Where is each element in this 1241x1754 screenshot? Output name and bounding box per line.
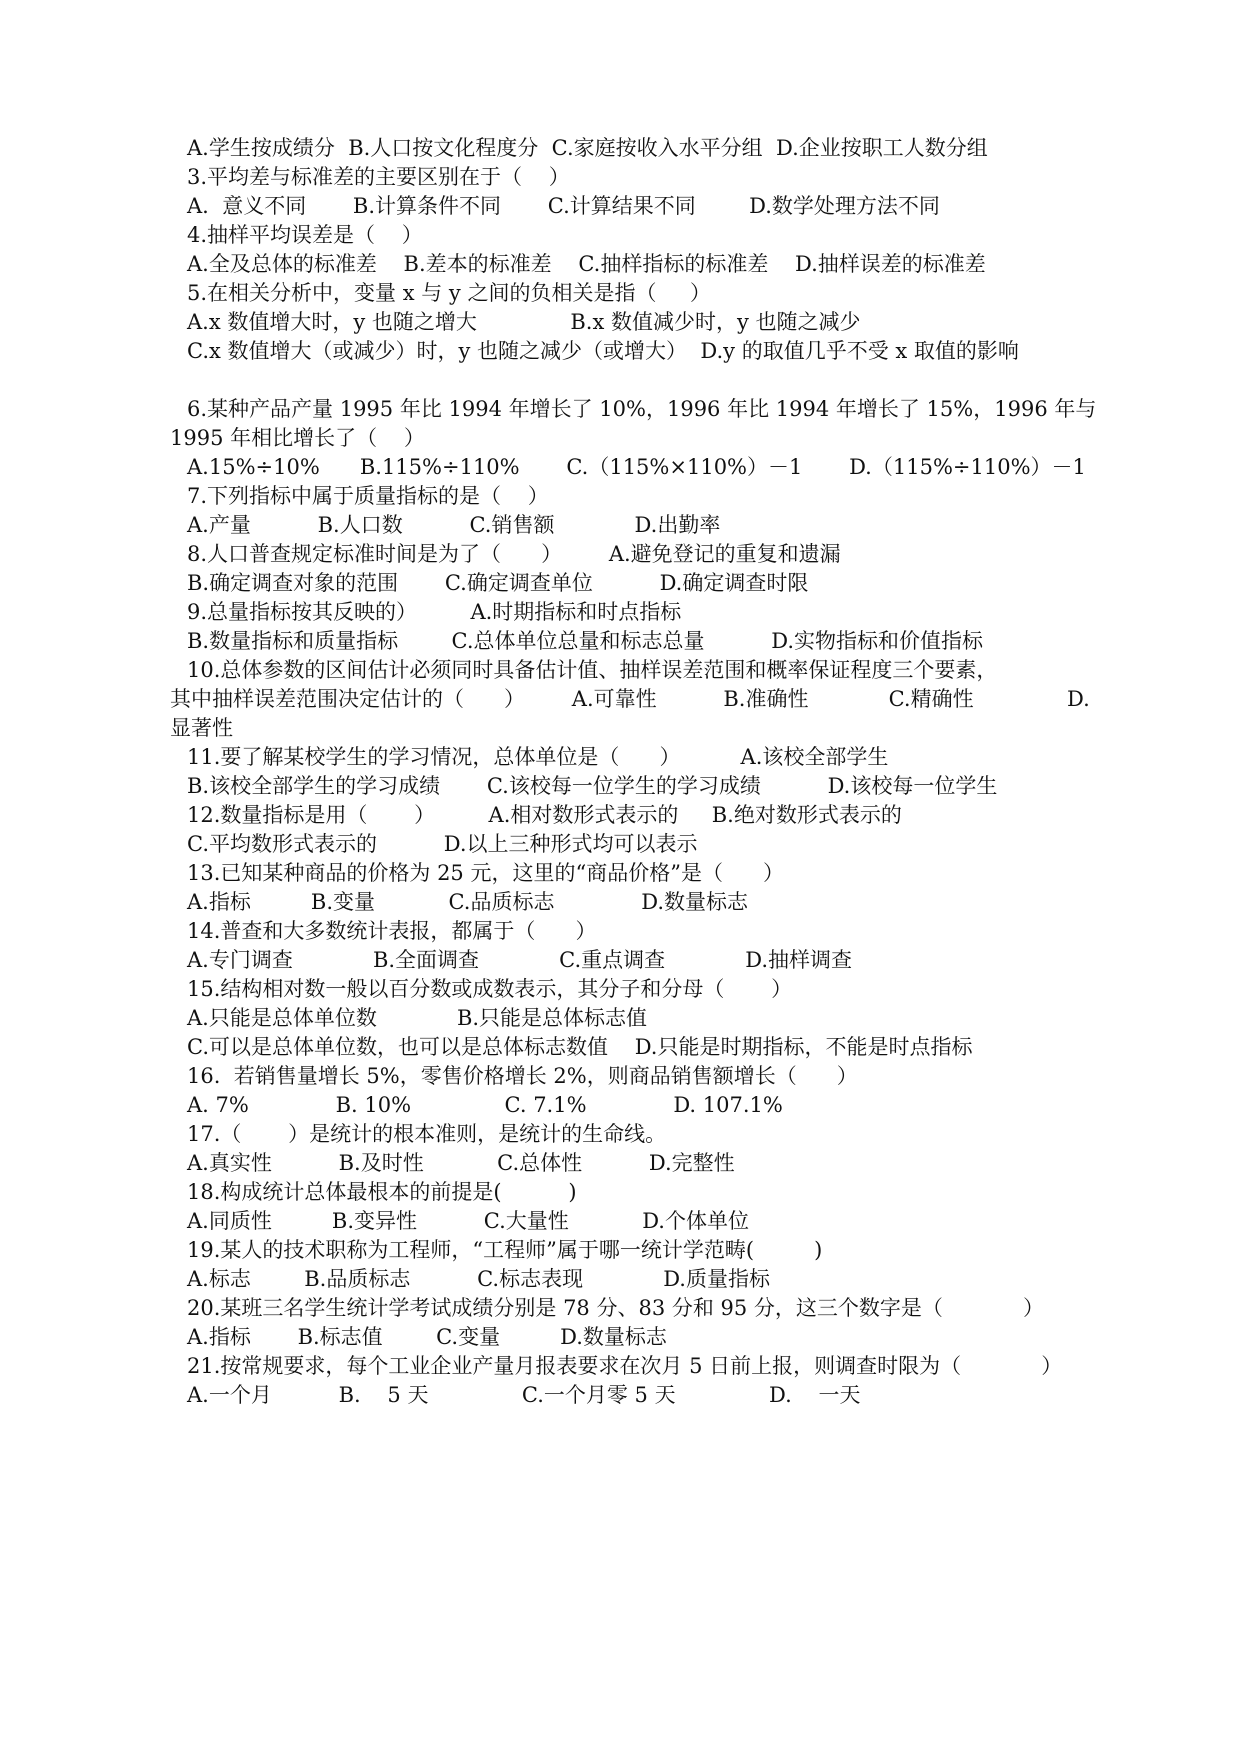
question-11-stem: 11.要了解某校学生的学习情况，总体单位是（ ） A.该校全部学生	[187, 745, 889, 769]
question-9-options: B.数量指标和质量指标 C.总体单位总量和标志总量 D.实物指标和价值指标	[187, 629, 984, 653]
question-4-options: A.全及总体的标准差 B.差本的标准差 C.抽样指标的标准差 D.抽样误差的标准差	[187, 252, 986, 276]
question-18-options: A.同质性 B.变异性 C.大量性 D.个体单位	[187, 1209, 749, 1233]
question-3-options: A. 意义不同 B.计算条件不同 C.计算结果不同 D.数学处理方法不同	[187, 194, 940, 218]
question-7-stem: 7.下列指标中属于质量指标的是（ ）	[187, 484, 549, 508]
question-6-stem: 6.某种产品产量 1995 年比 1994 年增长了 10%，1996 年比 1994 年增长了 15%，1996 年与	[187, 397, 1097, 421]
question-14-stem: 14.普查和大多数统计表报，都属于（ ）	[187, 919, 597, 943]
question-6-options: A.15%÷10% B.115%÷110% C.（115%×110%）－1 D.（115%÷110%）－1	[187, 455, 1086, 479]
question-19-options: A.标志 B.品质标志 C.标志表现 D.质量指标	[187, 1267, 770, 1291]
question-19-stem: 19.某人的技术职称为工程师，“工程师”属于哪一统计学范畴( )	[187, 1238, 823, 1262]
question-15-options-cd: C.可以是总体单位数，也可以是总体标志数值 D.只能是时期指标，不能是时点指标	[187, 1035, 973, 1059]
question-17-stem: 17.（ ）是统计的根本准则，是统计的生命线。	[187, 1122, 667, 1146]
question-5-options-ab: A.x 数值增大时，y 也随之增大 B.x 数值减少时，y 也随之减少	[187, 310, 861, 334]
question-21-options: A.一个月 B. 5 天 C.一个月零 5 天 D. 一天	[187, 1383, 861, 1407]
question-12-options: C.平均数形式表示的 D.以上三种形式均可以表示	[187, 832, 698, 856]
question-8-stem: 8.人口普查规定标准时间是为了（ ） A.避免登记的重复和遗漏	[187, 542, 841, 566]
question-10-option-d: 显著性	[170, 716, 233, 740]
question-16-options: A. 7% B. 10% C. 7.1% D. 107.1%	[187, 1093, 783, 1117]
question-13-options: A.指标 B.变量 C.品质标志 D.数量标志	[187, 890, 748, 914]
question-11-options: B.该校全部学生的学习成绩 C.该校每一位学生的学习成绩 D.该校每一位学生	[187, 774, 998, 798]
question-13-stem: 13.已知某种商品的价格为 25 元，这里的“商品价格”是（ ）	[187, 861, 784, 885]
question-20-options: A.指标 B.标志值 C.变量 D.数量标志	[187, 1325, 667, 1349]
question-16-stem: 16. 若销售量增长 5%，零售价格增长 2%，则商品销售额增长（ ）	[187, 1064, 858, 1088]
question-20-stem: 20.某班三名学生统计学考试成绩分别是 78 分、83 分和 95 分，这三个数字是（ ）	[187, 1296, 1045, 1320]
question-14-options: A.专门调查 B.全面调查 C.重点调查 D.抽样调查	[187, 948, 853, 972]
question-18-stem: 18.构成统计总体最根本的前提是( )	[187, 1180, 577, 1204]
question-10-stem: 10.总体参数的区间估计必须同时具备估计值、抽样误差范围和概率保证程度三个要素，	[187, 658, 998, 682]
question-7-options: A.产量 B.人口数 C.销售额 D.出勤率	[187, 513, 721, 537]
question-4-stem: 4.抽样平均误差是（ ）	[187, 223, 423, 247]
question-3-stem: 3.平均差与标准差的主要区别在于（ ）	[187, 165, 570, 189]
question-17-options: A.真实性 B.及时性 C.总体性 D.完整性	[187, 1151, 735, 1175]
question-6-stem-cont: 1995 年相比增长了（ ）	[170, 426, 425, 450]
question-8-options: B.确定调查对象的范围 C.确定调查单位 D.确定调查时限	[187, 571, 809, 595]
question-5-stem: 5.在相关分析中，变量 x 与 y 之间的负相关是指（ ）	[187, 281, 711, 305]
question-21-stem: 21.按常规要求，每个工业企业产量月报表要求在次月 5 日前上报，则调查时限为（ ）	[187, 1354, 1063, 1378]
question-15-stem: 15.结构相对数一般以百分数或成数表示，其分子和分母（ ）	[187, 977, 793, 1001]
question-2-options: A.学生按成绩分 B.人口按文化程度分 C.家庭按收入水平分组 D.企业按职工人数分组	[187, 136, 988, 160]
question-10-stem-cont: 其中抽样误差范围决定估计的（ ） A.可靠性 B.准确性 C.精确性 D.	[170, 687, 1090, 711]
question-5-options-cd: C.x 数值增大（或减少）时，y 也随之减少（或增大） D.y 的取值几乎不受 x 取值的影响	[187, 339, 1019, 363]
question-15-options-ab: A.只能是总体单位数 B.只能是总体标志值	[187, 1006, 648, 1030]
question-12-stem: 12.数量指标是用（ ） A.相对数形式表示的 B.绝对数形式表示的	[187, 803, 902, 827]
question-9-stem: 9.总量指标按其反映的） A.时期指标和时点指标	[187, 600, 682, 624]
